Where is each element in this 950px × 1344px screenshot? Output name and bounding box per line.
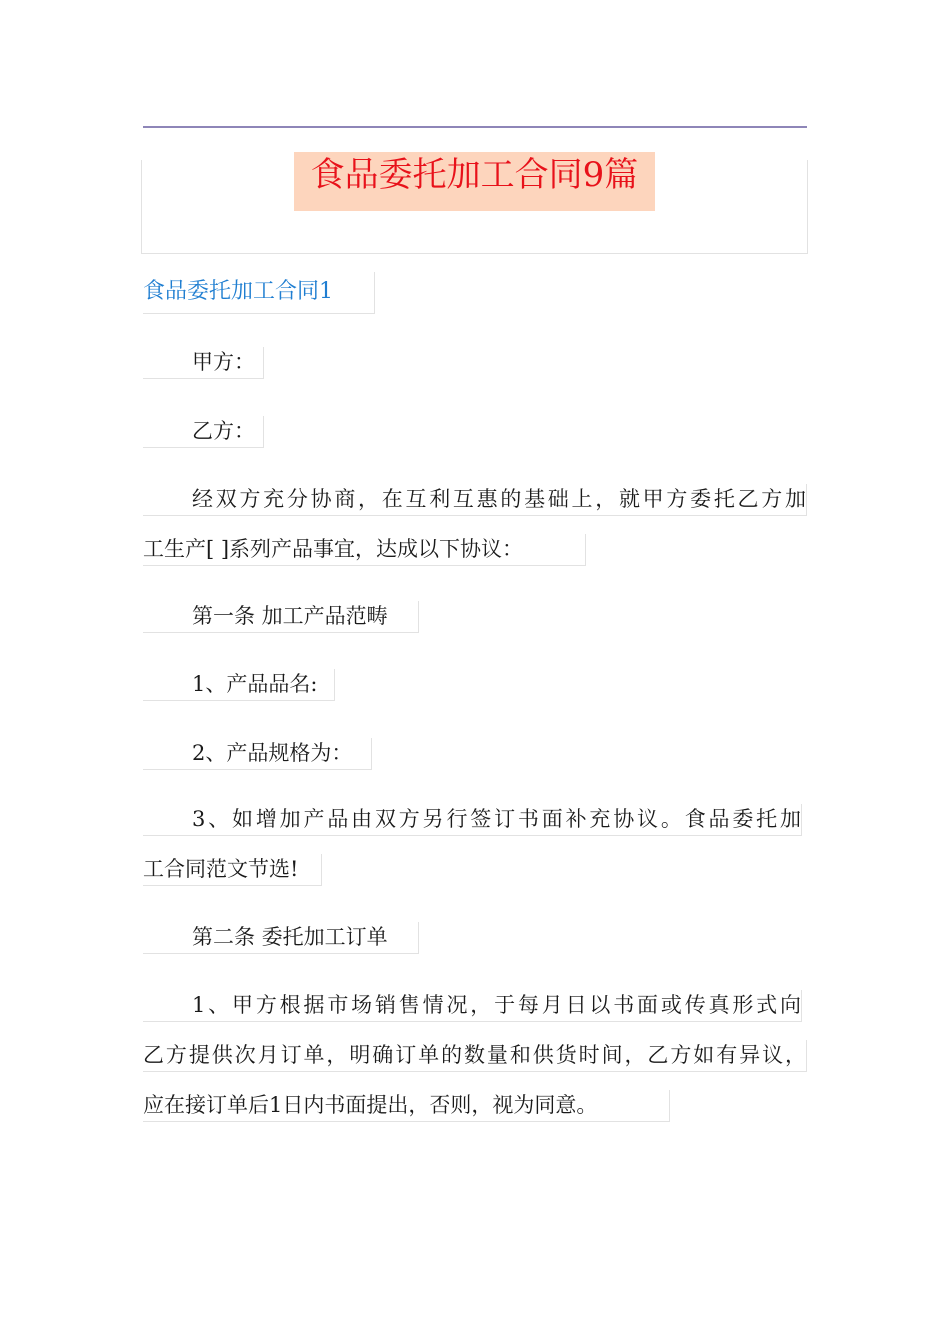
list-item: 1、产品品名: (143, 669, 335, 701)
party-a-line: 甲方： (143, 347, 264, 379)
section-heading: 食品委托加工合同1 (143, 272, 375, 314)
document-title: 食品委托加工合同9篇 (294, 152, 655, 211)
header-rule (143, 126, 807, 128)
list-item: 应在接订单后1日内书面提出，否则，视为同意。 (143, 1090, 670, 1122)
list-item: 1、甲方根据市场销售情况，于每月日以书面或传真形式向 (143, 990, 802, 1022)
body-paragraph-line: 工生产[ ]系列产品事宜，达成以下协议： (143, 534, 586, 566)
clause-heading: 第一条 加工产品范畴 (143, 601, 419, 633)
list-item: 3、如增加产品由双方另行签订书面补充协议。食品委托加 (143, 804, 802, 836)
list-item: 2、产品规格为： (143, 738, 372, 770)
party-b-line: 乙方： (143, 416, 264, 448)
clause-heading: 第二条 委托加工订单 (143, 922, 419, 954)
list-item: 工合同范文节选! (143, 854, 322, 886)
body-paragraph-line: 经双方充分协商，在互利互惠的基础上，就甲方委托乙方加 (143, 484, 807, 516)
list-item: 乙方提供次月订单，明确订单的数量和供货时间，乙方如有异议， (143, 1040, 807, 1072)
